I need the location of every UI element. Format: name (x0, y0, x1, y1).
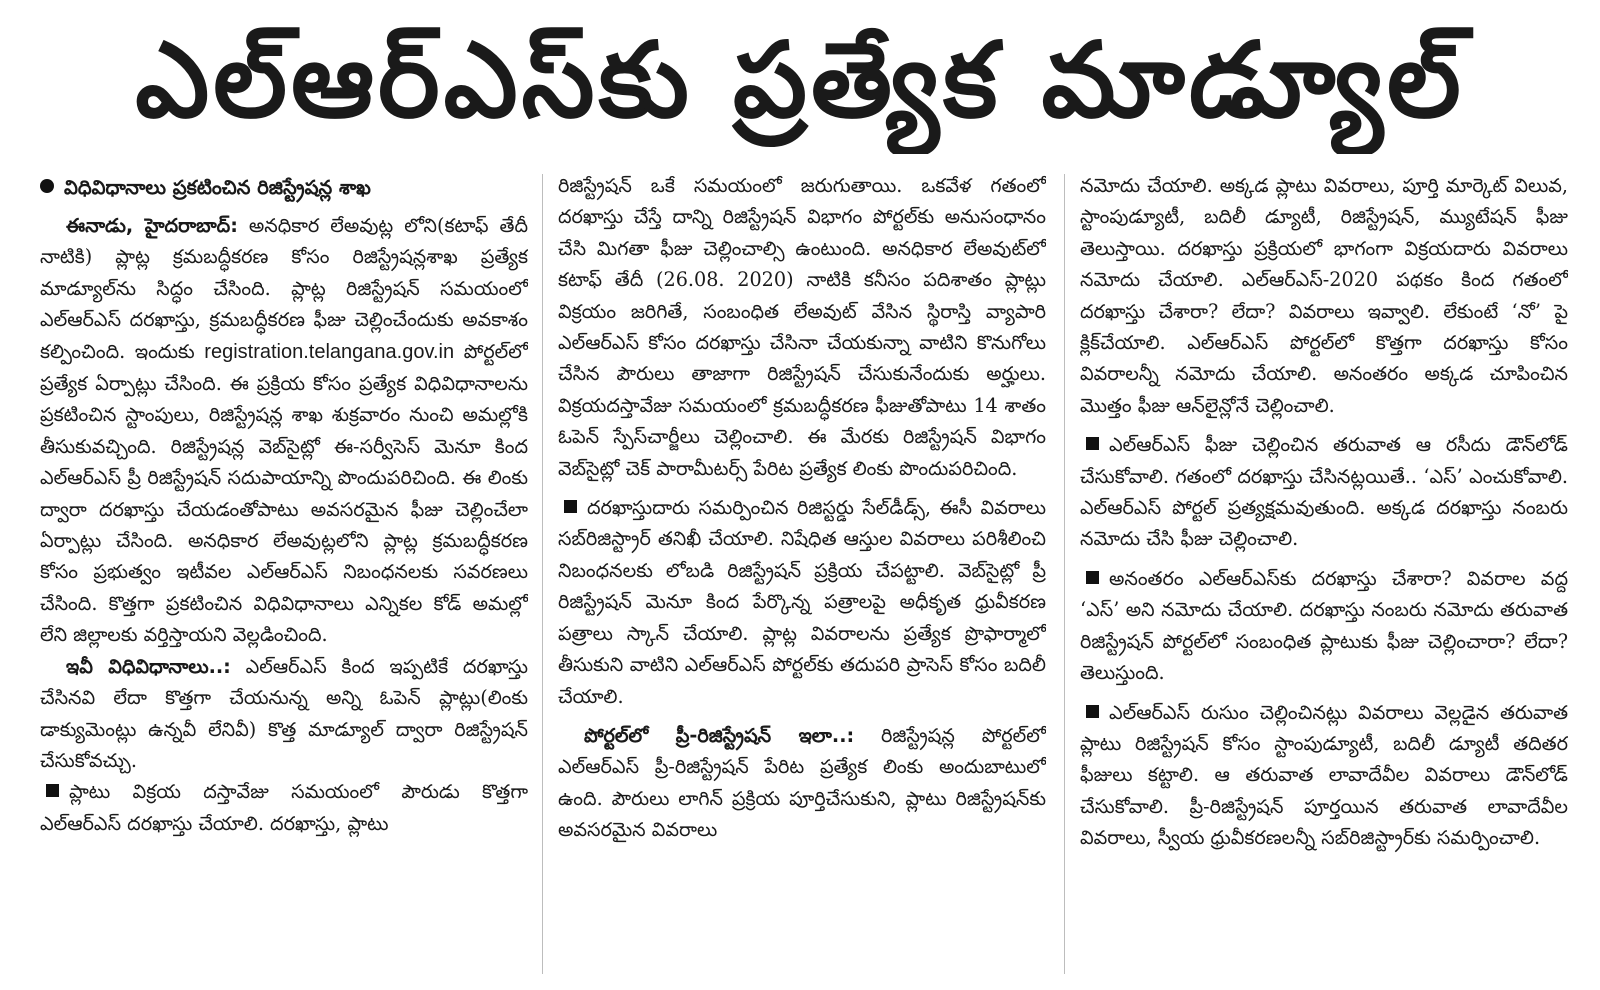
subhead (40, 170, 528, 206)
paragraph (1080, 697, 1568, 854)
subhead-text: విధివిధానాలు ప్రకటించిన రిజిస్ట్రేషన్ల శాఖ (64, 176, 371, 199)
paragraph-text: నమోదు చేయాలి. అక్కడ ప్లాటు వివరాలు, పూర్తి మార్కెట్ విలువ, స్టాంపుడ్యూటీ, బదిలీ డ్యూటీ, రిజిస్ట్రేషన్, మ్యుటేషన్ ఫీజు తెలుస్తాయి. దరఖాస్తు ప్రక్రియలో భాగంగా విక్రయదారు వివరాలు నమోదు చేయాలి. ఎల్ఆర్ఎస్-2020 పథకం కింద గతంలో దరఖాస్తు చేశారా? లేదా? వివరాలు ఇవ్వాలి. లేకుంటే ‘నో’ పై క్లిక్‌చేయాలి. ఎల్ఆర్ఎస్ పోర్టల్‌లో కొత్తగా దరఖాస్తు కోసం వివరాలన్నీ నమోదు చేయాలి. అనంతరం అక్కడ చూపించిన మొత్తం ఫీజు ఆన్‌లైన్లోనే చెల్లించాలి. (1080, 174, 1568, 417)
article-headline: ఎల్‌ఆర్‌ఎస్‌కు ప్రత్యేక మాడ్యూల్ (135, 19, 1465, 141)
bullet-dot-icon (40, 179, 54, 193)
paragraph-text: పోర్టల్‌లో ప్రత్యేక ఏర్పాట్లు చేసింది. ఈ ప్రక్రియ కోసం ప్రత్యేక విధివిధానాలను ప్రకటించిన స్టాంపులు, రిజిస్ట్రేషన్ల శాఖ శుక్రవారం నుంచి అమల్లోకి తీసుకువచ్చింది. రిజిస్ట్రేషన్ల వెబ్‌సైట్లో ఈ-సర్వీసెస్ మెనూ కింద ఎల్ఆర్ఎస్ ప్రీ రిజిస్ట్రేషన్ సదుపాయాన్ని పొందుపరిచింది. ఈ లింకు ద్వారా దరఖాస్తు చేయడంతోపాటు అవసరమైన ఫీజు చెల్లించేలా ఏర్పాట్లు చేసింది. అనధికార లేఅవుట్లలోని ప్లాట్ల క్రమబద్ధీకరణ కోసం ప్రభుత్వం ఇటీవల ఎల్ఆర్ఎస్ నిబంధనలకు సవరణలు చేసింది. కొత్తగా ప్రకటించిన విధివిధానాలు ఎన్నికల కోడ్ అమల్లో లేని జిల్లాలకు వర్తిస్తాయని వెల్లడించింది. (40, 339, 528, 647)
paragraph-text: రిజిస్ట్రేషన్ ఒకే సమయంలో జరుగుతాయి. ఒకవేళ గతంలో దరఖాస్తు చేస్తే దాన్ని రిజిస్ట్రేషన్ విభాగం పోర్టల్‌కు అనుసంధానం చేసి మిగతా ఫీజు చెల్లించాల్సి ఉంటుంది. అనధికార లేఅవుట్‌లో కటాఫ్ తేదీ (26.08. 2020) నాటికి కనీసం పదిశాతం ప్లాట్లు విక్రయం జరిగితే, సంబంధిత లేఅవుట్ వేసిన స్థిరాస్తి వ్యాపారి ఎల్ఆర్ఎస్ కోసం దరఖాస్తు చేసినా చేయకున్నా వాటిని కొనుగోలు చేసిన పౌరులు తాజాగా రిజిస్ట్రేషన్ చేసుకునేందుకు అర్హులు. విక్రయదస్తావేజు సమయంలో క్రమబద్ధీకరణ ఫీజుతోపాటు 14 శాతం ఓపెన్ స్పేస్‌చార్జీలు చెల్లించాలి. ఈ మేరకు రిజిస్ట్రేషన్ విభాగం వెబ్‌సైట్లో చెక్ పారామీటర్స్ పేరిట ప్రత్యేక లింకు పొందుపరిచింది. (558, 174, 1046, 480)
paragraph (40, 651, 528, 777)
column-1 (40, 170, 528, 982)
square-bullet-icon (1086, 705, 1099, 718)
column-divider (1064, 174, 1065, 974)
square-bullet-icon (1086, 437, 1099, 450)
column-divider (542, 174, 543, 974)
paragraph-text: ఎల్ఆర్ఎస్ ఫీజు చెల్లించిన తరువాత ఆ రసీదు డౌన్‌లోడ్ చేసుకోవాలి. గతంలో దరఖాస్తు చేసినట్లయితే.. ‘ఎస్’ ఎంచుకోవాలి. ఎల్ఆర్ఎస్ పోర్టల్ ప్రత్యక్షమవుతుంది. అక్కడ దరఖాస్తు నంబరు నమోదు చేసి ఫీజు చెల్లించాలి. (1080, 433, 1568, 551)
paragraph-text: ఎల్ఆర్ఎస్ కింద ఇప్పటికే దరఖాస్తు చేసినవి లేదా కొత్తగా చేయనున్న అన్ని ఓపెన్ ప్లాట్లు(లింకు డాక్యుమెంట్లు ఉన్నవీ లేనివీ) కొత్త మాడ్యూల్ ద్వారా రిజిస్ట్రేషన్ చేసుకోవచ్చు. (40, 654, 528, 772)
column-3 (1080, 170, 1568, 982)
paragraph (1080, 563, 1568, 689)
square-bullet-icon (564, 500, 577, 513)
paragraph-text: ప్లాటు విక్రయ దస్తావేజు సమయంలో పౌరుడు కొత్తగా ఎల్ఆర్ఎస్ దరఖాస్తు చేయాలి. దరఖాస్తు, ప్లాటు (40, 780, 528, 835)
paragraph-text: రిజిస్ట్రేషన్ల పోర్టల్‌లో ఎల్ఆర్ఎస్ ప్రీ-రిజిస్ట్రేషన్ పేరిట ప్రత్యేక లింకు అందుబాటులో ఉంది. పౌరులు లాగిన్ ప్రక్రియ పూర్తిచేసుకుని, ప్లాటు రిజిస్ట్రేషన్‌కు అవసరమైన వివరాలు (558, 723, 1046, 842)
dateline: ఈనాడు, హైదరాబాద్: (66, 214, 238, 237)
website-url: registration.telangana.gov.in (204, 340, 455, 363)
paragraph-text: ఎల్ఆర్ఎస్ రుసుం చెల్లించినట్లు వివరాలు వెల్లడైన తరువాత ప్లాటు రిజిస్ట్రేషన్ కోసం స్టాంపుడ్యూటీ, బదిలీ డ్యూటీ తదితర ఫీజులు కట్టాలి. ఆ తరువాత లావాదేవీల వివరాలు డౌన్‌లోడ్ చేసుకోవాలి. ప్రీ-రిజిస్ట్రేషన్ పూర్తయిన తరువాత లావాదేవీల వివరాలు, స్వీయ ధ్రువీకరణలన్నీ సబ్‌రిజిస్ట్రార్‌కు సమర్పించాలి. (1080, 700, 1568, 850)
paragraph-text: దరఖాస్తుదారు సమర్పించిన రిజిస్టర్డు సేల్‌డీడ్స్, ఈసీ వివరాలు సబ్‌రిజిస్ట్రార్ తనిఖీ చేయాలి. నిషేధిత ఆస్తుల వివరాలు పరిశీలించి నిబంధనలకు లోబడి రిజిస్ట్రేషన్ ప్రక్రియ చేపట్టాలి. వెబ్‌సైట్లో ప్రీ రిజిస్ట్రేషన్ మెనూ కింద పేర్కొన్న పత్రాలపై అధీకృత ధ్రువీకరణ పత్రాలు స్కాన్ చేయాలి. ప్లాట్ల వివరాలను ప్రత్యేక ప్రొఫార్మాలో తీసుకుని వాటిని ఎల్ఆర్ఎస్ పోర్టల్‌కు తదుపరి ప్రాసెస్ కోసం బదిలీ చేయాలి. (558, 496, 1046, 708)
paragraph (558, 492, 1046, 712)
square-bullet-icon (46, 784, 59, 797)
column-2 (558, 170, 1046, 982)
paragraph (558, 170, 1046, 484)
paragraph (40, 776, 528, 839)
section-lead: ఇవీ విధివిధానాలు..: (66, 654, 231, 678)
paragraph (1080, 170, 1568, 421)
section-lead: పోర్టల్‌లో ప్రీ-రిజిస్ట్రేషన్ ఇలా..: (584, 723, 855, 747)
paragraph-text: అనంతరం ఎల్ఆర్ఎస్‌కు దరఖాస్తు చేశారా? వివరాల వద్ద ‘ఎస్’ అని నమోదు చేయాలి. దరఖాస్తు నంబరు నమోదు తరువాత రిజిస్ట్రేషన్ పోర్టల్‌లో సంబంధిత ప్లాటుకు ఫీజు చెల్లించారా? లేదా? తెలుస్తుంది. (1080, 566, 1568, 685)
square-bullet-icon (1086, 571, 1099, 584)
article-body (30, 170, 1570, 982)
paragraph (40, 210, 528, 651)
paragraph (1080, 429, 1568, 555)
paragraph-text: అనధికార లేఅవుట్ల లోని(కటాఫ్ తేదీ నాటికి) ప్లాట్ల క్రమబద్ధీకరణ కోసం రిజిస్ట్రేషన్లశాఖ ప్రత్యేక మాడ్యూల్‌ను సిద్ధం చేసింది. ప్లాట్ల రిజిస్ట్రేషన్ సమయంలో ఎల్ఆర్ఎస్ దరఖాస్తు, క్రమబద్ధీకరణ ఫీజు చెల్లించేందుకు అవకాశం కల్పించింది. ఇందుకు (40, 214, 528, 363)
paragraph (558, 720, 1046, 846)
